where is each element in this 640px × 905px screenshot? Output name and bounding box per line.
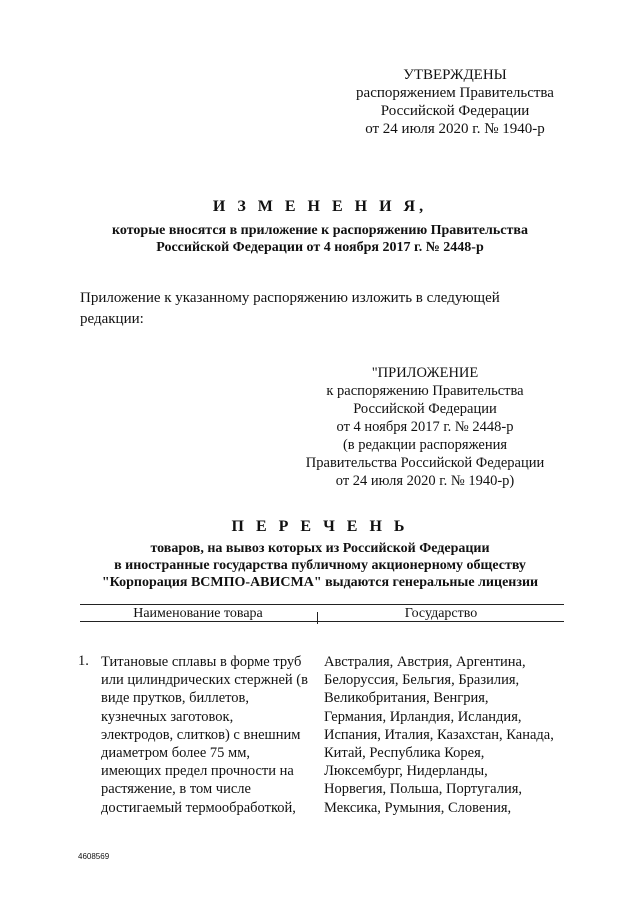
approval-line: от 24 июля 2020 г. № 1940-р xyxy=(365,121,545,137)
state-line: Люксембург, Нидерланды, xyxy=(324,763,488,780)
approval-line: распоряжением Правительства xyxy=(356,85,554,101)
state-line: Испания, Италия, Казахстан, Канада, xyxy=(324,726,554,743)
appendix-line: (в редакции распоряжения xyxy=(342,437,508,453)
list-subheading xyxy=(60,540,580,591)
state-line: Германия, Ирландия, Исландия, xyxy=(324,708,522,725)
approval-line: Российской Федерации xyxy=(380,103,530,119)
appendix-line: Российской Федерации xyxy=(353,401,497,417)
goods-line: кузнечных заготовок, xyxy=(101,708,234,725)
appendix-line: от 24 июля 2020 г. № 1940-р) xyxy=(335,473,515,489)
state-line: Китай, Республика Корея, xyxy=(324,745,485,762)
state-line: Великобритания, Венгрия, xyxy=(324,690,489,707)
goods-line: электродов, слитков) с внешним xyxy=(101,726,301,743)
state-line: Мексика, Румыния, Словения, xyxy=(324,799,512,816)
approval-stamp xyxy=(330,66,580,138)
table-row-number: 1. xyxy=(78,653,89,669)
changes-heading: И З М Е Н Е Н И Я, xyxy=(212,198,428,215)
appendix-stamp xyxy=(300,364,550,490)
changes-subheading xyxy=(60,222,580,256)
table-row-goods xyxy=(101,653,315,817)
changes-subheading-line: Российской Федерации от 4 ноября 2017 г. № 2448-р xyxy=(156,240,484,255)
state-line: Норвегия, Польша, Португалия, xyxy=(324,781,523,798)
document-code: 4608569 xyxy=(78,852,110,861)
table-row-states xyxy=(324,653,574,817)
table-header-name: Наименование товара xyxy=(133,606,263,621)
body-paragraph-line: Приложение к указанному распоряжению изложить в следующей xyxy=(80,290,500,306)
table-header-state: Государство xyxy=(404,606,478,621)
table-top-rule xyxy=(80,604,564,605)
goods-line: Титановые сплавы в форме труб xyxy=(101,654,302,670)
body-paragraph-line: редакции: xyxy=(80,311,144,327)
list-subheading-line: в иностранные государства публичному акционерному обществу xyxy=(114,558,526,573)
goods-line: растяжение, в том числе xyxy=(101,781,251,798)
goods-line: диаметром более 75 мм, xyxy=(101,745,250,762)
goods-line: или цилиндрических стержней (в xyxy=(101,672,308,689)
state-line: Белоруссия, Бельгия, Бразилия, xyxy=(324,672,520,689)
goods-line: имеющих предел прочности на xyxy=(101,763,294,780)
goods-line: достигаемый термообработкой, xyxy=(101,799,296,816)
list-subheading-line: "Корпорация ВСМПО-АВИСМА" выдаются генеральные лицензии xyxy=(101,575,539,590)
goods-line: виде прутков, биллетов, xyxy=(101,690,250,707)
approval-line: УТВЕРЖДЕНЫ xyxy=(403,67,507,83)
appendix-line: от 4 ноября 2017 г. № 2448-р xyxy=(336,419,514,435)
appendix-line: "ПРИЛОЖЕНИЕ xyxy=(371,365,479,381)
changes-subheading-line: которые вносятся в приложение к распоряжению Правительства xyxy=(112,223,528,238)
list-subheading-line: товаров, на вывоз которых из Российской Федерации xyxy=(150,541,490,556)
appendix-line: Правительства Российской Федерации xyxy=(305,455,545,471)
appendix-line: к распоряжению Правительства xyxy=(326,383,524,399)
state-line: Австралия, Австрия, Аргентина, xyxy=(324,654,526,670)
list-heading: П Е Р Е Ч Е Н Ь xyxy=(231,518,409,535)
